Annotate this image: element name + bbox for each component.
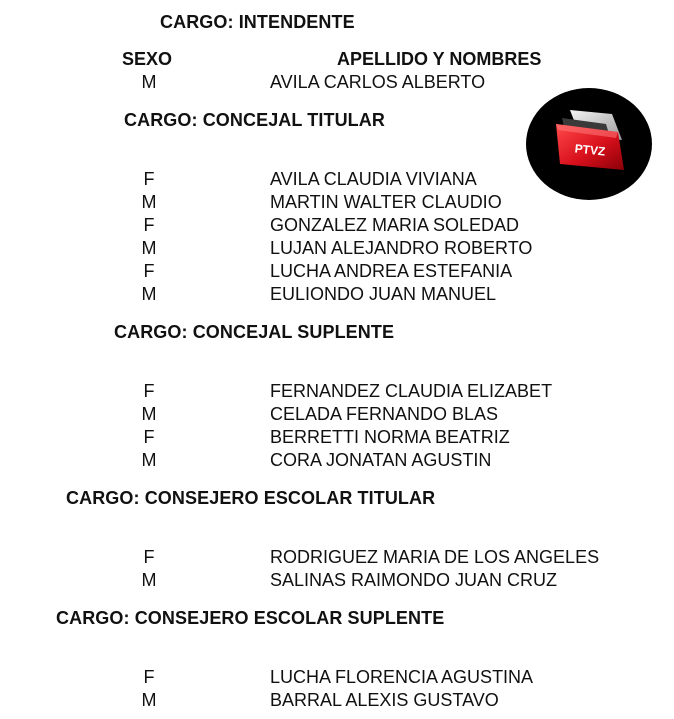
list-item [0, 546, 674, 569]
person-name: EULIONDO JUAN MANUEL [270, 284, 497, 304]
sex-value: M [141, 450, 157, 470]
list-item [0, 403, 674, 426]
list-item [0, 260, 674, 283]
person-name: MARTIN WALTER CLAUDIO [270, 192, 502, 212]
sex-value: F [143, 381, 155, 401]
column-header-sex: SEXO [122, 49, 173, 69]
ptvz-logo-icon [526, 88, 652, 200]
sex-value: F [143, 215, 155, 235]
person-name: LUJAN ALEJANDRO ROBERTO [270, 238, 533, 258]
sex-value: F [143, 169, 155, 189]
list-item [0, 380, 674, 403]
list-concejal-suplente [0, 380, 674, 472]
list-item [0, 569, 674, 592]
heading-concejal-suplente: CARGO: CONCEJAL SUPLENTE [114, 322, 395, 342]
person-name: BERRETTI NORMA BEATRIZ [270, 427, 510, 447]
list-item [0, 666, 674, 689]
sex-value: F [143, 427, 155, 447]
list-item [0, 214, 674, 237]
heading-intendente: CARGO: INTENDENTE [160, 12, 355, 32]
person-name: SALINAS RAIMONDO JUAN CRUZ [270, 570, 558, 590]
heading-concejal-titular: CARGO: CONCEJAL TITULAR [124, 110, 385, 130]
sex-value: M [141, 570, 157, 590]
person-name: CELADA FERNANDO BLAS [270, 404, 499, 424]
person-name: BARRAL ALEXIS GUSTAVO [270, 690, 499, 710]
person-name: RODRIGUEZ MARIA DE LOS ANGELES [270, 547, 600, 567]
person-name: CORA JONATAN AGUSTIN [270, 450, 492, 470]
heading-consejero-escolar-suplente: CARGO: CONSEJERO ESCOLAR SUPLENTE [56, 608, 445, 628]
list-item [0, 237, 674, 260]
sex-value: M [141, 284, 157, 304]
sex-value: M [141, 404, 157, 424]
person-name: LUCHA ANDREA ESTEFANIA [270, 261, 513, 281]
column-header-name: APELLIDO Y NOMBRES [337, 49, 542, 69]
person-name: AVILA CLAUDIA VIVIANA [270, 169, 477, 189]
person-name: FERNANDEZ CLAUDIA ELIZABET [270, 381, 553, 401]
person-name: GONZALEZ MARIA SOLEDAD [270, 215, 520, 235]
sex-value: M [141, 238, 157, 258]
list-item [0, 283, 674, 306]
list-consejero-escolar-suplente [0, 666, 674, 712]
list-item [0, 689, 674, 712]
person-name: LUCHA FLORENCIA AGUSTINA [270, 667, 534, 687]
sex-value: F [143, 547, 155, 567]
list-item [0, 426, 674, 449]
person-name: AVILA CARLOS ALBERTO [270, 72, 486, 92]
sex-value: M [141, 690, 157, 710]
logo-text: PTVZ [574, 141, 606, 159]
list-item [0, 449, 674, 472]
heading-consejero-escolar-titular: CARGO: CONSEJERO ESCOLAR TITULAR [66, 488, 436, 508]
sex-value: M [141, 72, 157, 92]
sex-value: M [141, 192, 157, 212]
sex-value: F [143, 261, 155, 281]
sex-value: F [143, 667, 155, 687]
list-consejero-escolar-titular [0, 546, 674, 592]
